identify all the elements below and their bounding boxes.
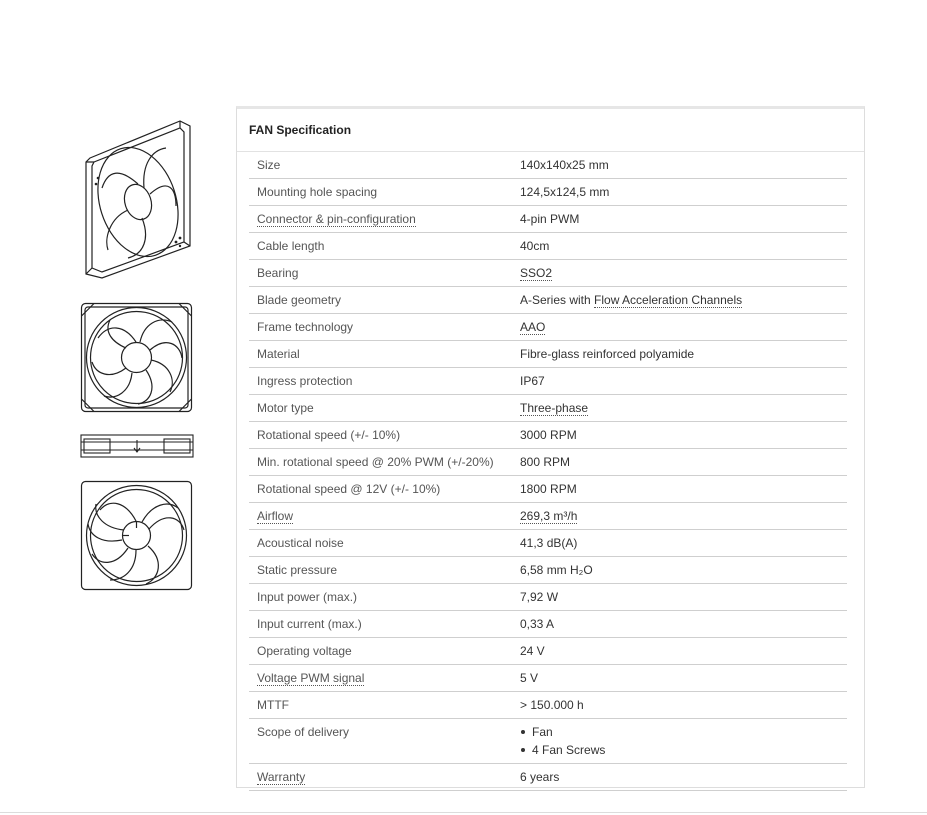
spec-row — [249, 476, 847, 503]
spec-label-cell — [249, 368, 512, 395]
spec-row — [249, 665, 847, 692]
spec-value[interactable]: 269,3 m³/h — [520, 509, 578, 523]
spec-label[interactable]: Airflow — [257, 509, 294, 523]
spec-value-cell — [512, 611, 847, 638]
footer-divider — [0, 812, 927, 813]
spec-value-cell — [512, 638, 847, 665]
spec-label-cell — [249, 530, 512, 557]
spec-value-cell — [512, 314, 847, 341]
spec-value-cell — [512, 449, 847, 476]
spec-value-cell — [512, 530, 847, 557]
spec-value-cell — [512, 719, 847, 764]
spec-value-cell — [512, 179, 847, 206]
spec-label-cell — [249, 422, 512, 449]
spec-label-cell — [249, 611, 512, 638]
spec-row — [249, 503, 847, 530]
spec-value-cell — [512, 503, 847, 530]
spec-label-cell — [249, 341, 512, 368]
spec-value: 5 V — [520, 671, 539, 685]
spec-value[interactable]: Three-phase — [520, 401, 589, 415]
spec-label-cell — [249, 557, 512, 584]
spec-row — [249, 422, 847, 449]
spec-label: Scope of delivery — [257, 725, 350, 739]
spec-value-cell — [512, 476, 847, 503]
spec-label-cell — [249, 287, 512, 314]
spec-label-cell — [249, 665, 512, 692]
spec-value: 3000 RPM — [520, 428, 577, 442]
spec-label: Acoustical noise — [257, 536, 344, 550]
spec-label-cell — [249, 206, 512, 233]
spec-row — [249, 152, 847, 179]
spec-label: Ingress protection — [257, 374, 353, 388]
spec-label-cell — [249, 449, 512, 476]
spec-value: 4-pin PWM — [520, 212, 580, 226]
spec-table — [249, 152, 847, 791]
spec-label-cell — [249, 152, 512, 179]
list-item: 4 Fan Screws — [520, 741, 847, 759]
spec-label-cell — [249, 503, 512, 530]
spec-value-cell — [512, 260, 847, 287]
spec-label[interactable]: Voltage PWM signal — [257, 671, 365, 685]
spec-label: Mounting hole spacing — [257, 185, 378, 199]
spec-label[interactable]: Warranty — [257, 770, 306, 784]
spec-value-cell — [512, 368, 847, 395]
spec-label: Rotational speed (+/- 10%) — [257, 428, 401, 442]
spec-row — [249, 692, 847, 719]
scope-list — [520, 723, 847, 759]
spec-label: Static pressure — [257, 563, 338, 577]
spec-row — [249, 611, 847, 638]
spec-value-cell — [512, 665, 847, 692]
spec-label: Material — [257, 347, 300, 361]
spec-value: A-Series with — [520, 293, 595, 307]
fan-back-image[interactable] — [80, 480, 194, 592]
spec-row — [249, 530, 847, 557]
spec-value-cell — [512, 692, 847, 719]
spec-label-cell — [249, 314, 512, 341]
spec-row — [249, 314, 847, 341]
spec-label-cell — [249, 233, 512, 260]
spec-panel — [236, 106, 865, 788]
spec-label: Min. rotational speed @ 20% PWM (+/-20%) — [257, 455, 494, 469]
spec-value: 6,58 mm H₂O — [520, 563, 593, 577]
spec-value: 124,5x124,5 mm — [520, 185, 610, 199]
spec-label: Blade geometry — [257, 293, 342, 307]
spec-row — [249, 179, 847, 206]
spec-row — [249, 260, 847, 287]
spec-value-cell — [512, 233, 847, 260]
spec-label-cell — [249, 584, 512, 611]
spec-label: Frame technology — [257, 320, 354, 334]
spec-row — [249, 719, 847, 764]
spec-value: 140x140x25 mm — [520, 158, 609, 172]
spec-value: 800 RPM — [520, 455, 571, 469]
spec-value-cell — [512, 395, 847, 422]
spec-row — [249, 206, 847, 233]
spec-value: 41,3 dB(A) — [520, 536, 578, 550]
spec-row — [249, 584, 847, 611]
spec-value: 1800 RPM — [520, 482, 577, 496]
spec-label-cell — [249, 692, 512, 719]
spec-label-cell — [249, 260, 512, 287]
spec-label: Rotational speed @ 12V (+/- 10%) — [257, 482, 441, 496]
spec-label-cell — [249, 638, 512, 665]
spec-value-link[interactable]: Flow Acceleration Channels — [594, 293, 743, 307]
spec-label: Operating voltage — [257, 644, 352, 658]
spec-value-cell — [512, 764, 847, 791]
spec-label: Size — [257, 158, 281, 172]
spec-label: MTTF — [257, 698, 289, 712]
spec-row — [249, 557, 847, 584]
spec-value: Fibre-glass reinforced polyamide — [520, 347, 695, 361]
spec-value-cell — [512, 422, 847, 449]
spec-value-cell — [512, 152, 847, 179]
spec-label-cell — [249, 719, 512, 764]
spec-label: Cable length — [257, 239, 325, 253]
spec-row — [249, 449, 847, 476]
spec-label-cell — [249, 179, 512, 206]
spec-value: > 150.000 h — [520, 698, 584, 712]
spec-value: 0,33 A — [520, 617, 555, 631]
spec-row — [249, 638, 847, 665]
spec-row — [249, 287, 847, 314]
spec-label: Motor type — [257, 401, 314, 415]
spec-value: 24 V — [520, 644, 545, 658]
spec-row — [249, 764, 847, 791]
spec-label: Bearing — [257, 266, 299, 280]
spec-row — [249, 341, 847, 368]
list-item: Fan — [520, 723, 847, 741]
spec-value-cell — [512, 584, 847, 611]
panel-title: FAN Specification — [249, 123, 352, 137]
spec-label-cell — [249, 764, 512, 791]
spec-value: 6 years — [520, 770, 560, 784]
spec-label: Input power (max.) — [257, 590, 358, 604]
fan-side-image[interactable] — [80, 434, 194, 458]
fan-front-image[interactable] — [80, 302, 194, 414]
spec-row — [249, 233, 847, 260]
fan-perspective-image[interactable] — [80, 118, 194, 280]
spec-label[interactable]: Connector & pin-configuration — [257, 212, 416, 226]
spec-value: IP67 — [520, 374, 545, 388]
spec-row — [249, 395, 847, 422]
spec-value-cell — [512, 287, 847, 314]
spec-value-cell — [512, 206, 847, 233]
spec-value[interactable]: AAO — [520, 320, 546, 334]
spec-value-cell — [512, 557, 847, 584]
spec-label: Input current (max.) — [257, 617, 362, 631]
spec-value: 40cm — [520, 239, 550, 253]
spec-value[interactable]: SSO2 — [520, 266, 553, 280]
spec-label-cell — [249, 395, 512, 422]
spec-value: 7,92 W — [520, 590, 559, 604]
spec-row — [249, 368, 847, 395]
spec-value-cell — [512, 341, 847, 368]
spec-label-cell — [249, 476, 512, 503]
